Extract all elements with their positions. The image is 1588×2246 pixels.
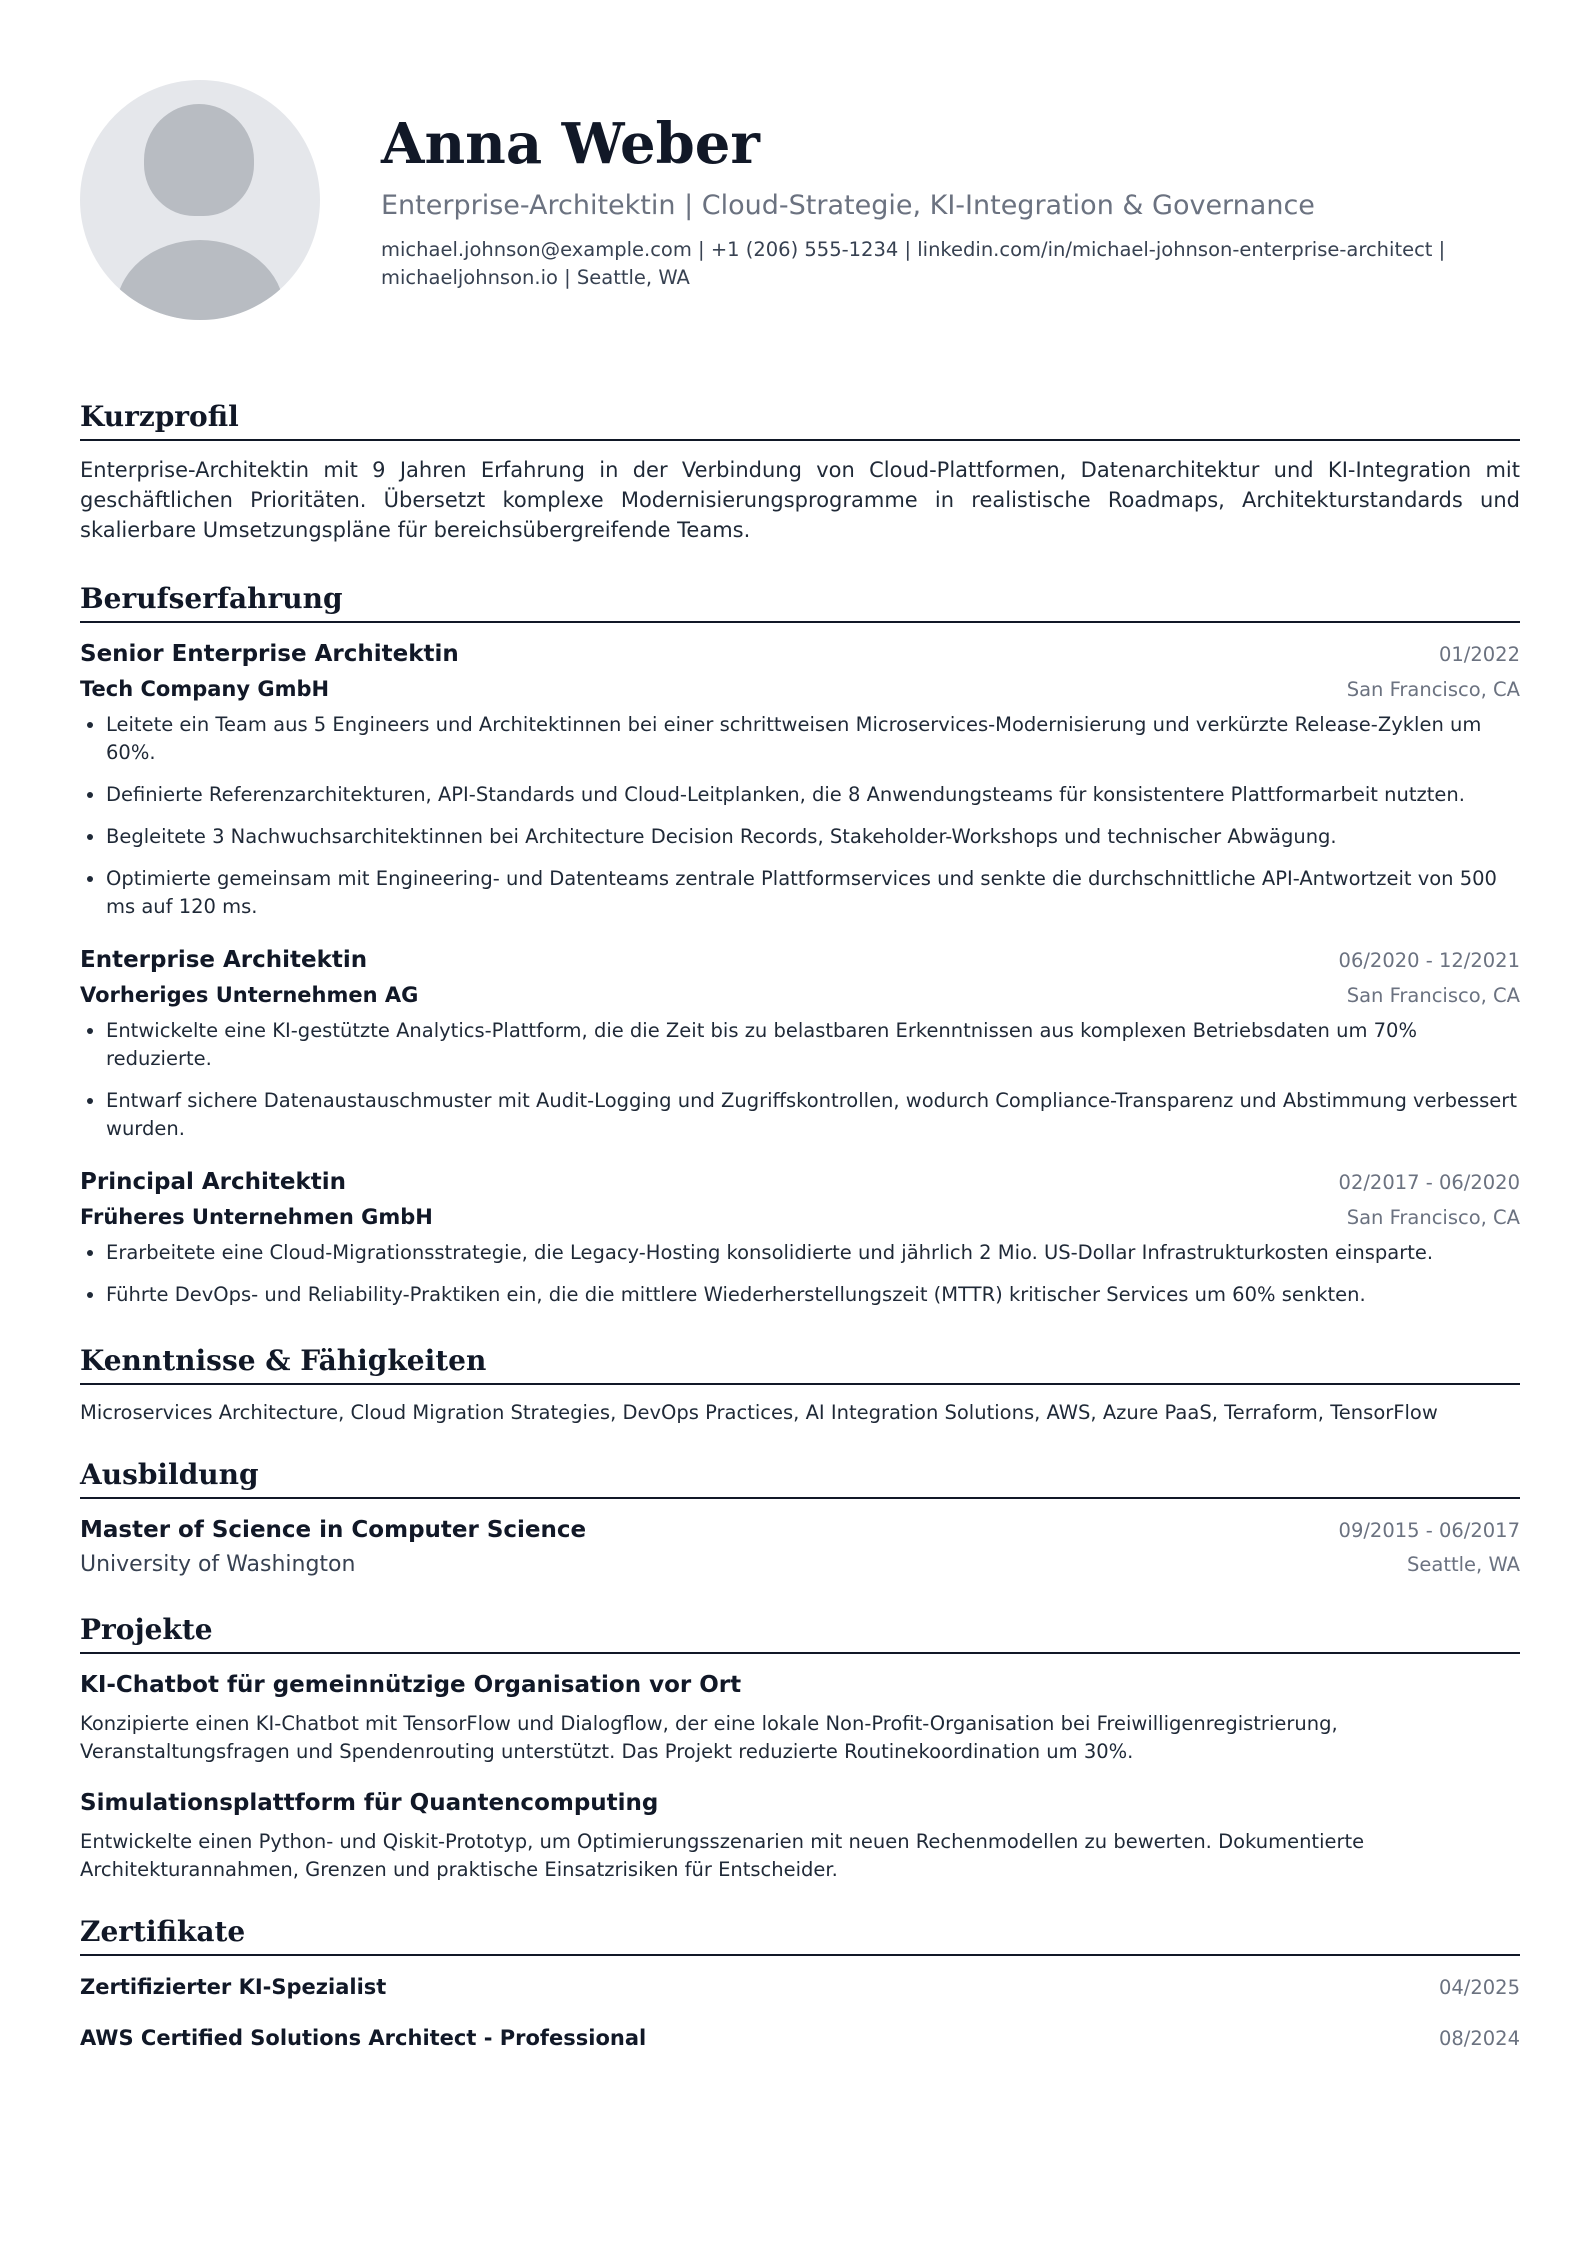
education-location: Seattle, WA (1407, 1553, 1520, 1576)
job-title: Principal Architektin (80, 1169, 347, 1195)
candidate-name: Anna Weber (381, 111, 760, 177)
avatar-placeholder (80, 80, 320, 320)
avatar-head-shape (144, 104, 254, 216)
job-bullet: • Erarbeitete eine Cloud-Migrationsstrategie, die Legacy-Hosting konsolidierte und jährlich 2 Mio. US-Dollar Infrastrukturkosten einsparte. (106, 1239, 1520, 1267)
contact-line-1: michael.johnson@example.com | +1 (206) 555-1234 | linkedin.com/in/michael-johnson-enterprise-architect | (381, 238, 1446, 261)
job-company: Früheres Unternehmen GmbH (80, 1205, 433, 1229)
job-date: 06/2020 - 12/2021 (1338, 949, 1520, 972)
job-date: 02/2017 - 06/2020 (1338, 1171, 1520, 1194)
job-bullets (80, 711, 1520, 921)
summary-section (80, 399, 1520, 545)
job-title: Senior Enterprise Architektin (80, 641, 459, 667)
summary-text: Enterprise-Architektin mit 9 Jahren Erfahrung in der Verbindung von Cloud-Plattformen, Datenarchitektur und KI-Integration mit geschäftlichen Prioritäten. Übersetzt komplexe Modernisierungsprogramme in realistische Roadmaps, Architekturstandards und skalierbare Umsetzungspläne für bereichsübergreifende Teams. (80, 458, 1520, 542)
candidate-headline: Enterprise-Architektin | Cloud-Strategie, KI-Integration & Governance (381, 190, 1315, 221)
certificate-entry (80, 1970, 1520, 2005)
certificates-section (80, 1914, 1520, 2056)
project-entry (80, 1668, 1520, 1766)
job-bullet: • Definierte Referenzarchitekturen, API-Standards und Cloud-Leitplanken, die 8 Anwendungsteams für konsistentere Plattformarbeit nutzten. (106, 781, 1520, 809)
section-title-skills: Kenntnisse & Fähigkeiten (80, 1343, 1520, 1385)
job-bullet: • Führte DevOps- und Reliability-Praktiken ein, die die mittlere Wiederherstellungszeit (MTTR) kritischer Services um 60% senkten. (106, 1281, 1520, 1309)
job-location: San Francisco, CA (1346, 984, 1520, 1007)
job-bullet: • Leitete ein Team aus 5 Engineers und Architektinnen bei einer schrittweisen Microservices-Modernisierung und verkürzte Release-Zyklen um 60%. (106, 711, 1520, 767)
header-text (381, 108, 1501, 292)
section-title-summary: Kurzprofil (80, 399, 1520, 441)
job-entry (80, 1165, 1520, 1309)
education-date: 09/2015 - 06/2017 (1338, 1519, 1520, 1542)
section-title-education: Ausbildung (80, 1457, 1520, 1499)
certificate-date: 08/2024 (1438, 2027, 1520, 2050)
project-title: KI-Chatbot für gemeinnützige Organisation vor Ort (80, 1672, 742, 1698)
education-section (80, 1457, 1520, 1582)
section-title-projects: Projekte (80, 1612, 1520, 1654)
education-school: University of Washington (80, 1552, 356, 1577)
projects-section (80, 1612, 1520, 1884)
project-entry (80, 1786, 1520, 1884)
job-bullet: • Optimierte gemeinsam mit Engineering- und Datenteams zentrale Plattformservices und senkte die durchschnittliche API-Antwortzeit von 500 ms auf 120 ms. (106, 865, 1520, 921)
resume-header (80, 0, 1520, 375)
avatar-body-shape (116, 240, 284, 320)
job-location: San Francisco, CA (1346, 678, 1520, 701)
job-location: San Francisco, CA (1346, 1206, 1520, 1229)
job-entry (80, 637, 1520, 921)
skills-text: Microservices Architecture, Cloud Migration Strategies, DevOps Practices, AI Integration Solutions, AWS, Azure PaaS, Terraform, TensorFlow (80, 1401, 1438, 1424)
skills-section (80, 1343, 1520, 1427)
experience-section (80, 581, 1520, 1309)
job-company: Tech Company GmbH (80, 677, 330, 701)
certificate-title: Zertifizierter KI-Spezialist (80, 1975, 387, 1999)
job-company: Vorheriges Unternehmen AG (80, 983, 419, 1007)
certificate-date: 04/2025 (1438, 1976, 1520, 1999)
contact-line-2: michaeljohnson.io | Seattle, WA (381, 266, 690, 289)
project-title: Simulationsplattform für Quantencomputing (80, 1790, 659, 1816)
contact-info (381, 236, 1501, 292)
certificate-title: AWS Certified Solutions Architect - Professional (80, 2026, 647, 2050)
job-bullet: • Entwarf sichere Datenaustauschmuster mit Audit-Logging und Zugriffskontrollen, wodurch Compliance-Transparenz und Abstimmung verbessert wurden. (106, 1087, 1520, 1143)
job-bullets (80, 1239, 1520, 1309)
education-degree: Master of Science in Computer Science (80, 1517, 587, 1543)
section-title-experience: Berufserfahrung (80, 581, 1520, 623)
certificate-entry (80, 2021, 1520, 2056)
job-title: Enterprise Architektin (80, 947, 368, 973)
job-date: 01/2022 (1438, 643, 1520, 666)
job-entry (80, 943, 1520, 1143)
project-description: Konzipierte einen KI-Chatbot mit TensorFlow und Dialogflow, der eine lokale Non-Profit-Organisation bei Freiwilligenregistrierung, Veranstaltungsfragen und Spendenrouting unterstützt. Das Projekt reduzierte Routinekoordination um 30%. (80, 1712, 1338, 1763)
job-bullet: • Begleitete 3 Nachwuchsarchitektinnen bei Architecture Decision Records, Stakeholder-Workshops und technischer Abwägung. (106, 823, 1520, 851)
section-title-certificates: Zertifikate (80, 1914, 1520, 1956)
job-bullet: • Entwickelte eine KI-gestützte Analytics-Plattform, die die Zeit bis zu belastbaren Erkenntnissen aus komplexen Betriebsdaten um 70% reduzierte. (106, 1017, 1520, 1073)
project-description: Entwickelte einen Python- und Qiskit-Prototyp, um Optimierungsszenarien mit neuen Rechenmodellen zu bewerten. Dokumentierte Architekturannahmen, Grenzen und praktische Einsatzrisiken für Entscheider. (80, 1830, 1365, 1881)
job-bullets (80, 1017, 1520, 1143)
